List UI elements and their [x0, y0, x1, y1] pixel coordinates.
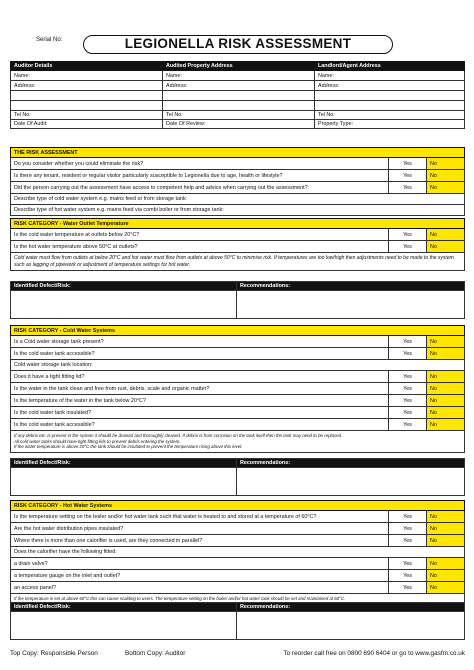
defect-field[interactable] [11, 291, 237, 319]
yes-option[interactable]: Yes [389, 419, 427, 431]
reorder-text: To reorder call free on 0800 690 6404 or go to www.gasfm.co.uk [283, 650, 465, 657]
yes-option[interactable]: Yes [388, 170, 426, 182]
no-option[interactable]: No [426, 170, 464, 182]
no-option[interactable]: No [426, 241, 464, 253]
no-option[interactable]: No [427, 395, 465, 407]
cold-note-line: All cold water tanks should have tight fitting lids to prevent debris entering the system. [14, 438, 181, 444]
recommendations-field[interactable] [237, 291, 465, 319]
risk-assessment-section [10, 147, 465, 216]
defect-box-2 [10, 458, 465, 496]
recommendations-label: Recommendations: [237, 282, 465, 291]
yes-option[interactable]: Yes [388, 158, 426, 170]
defect-box-3 [10, 602, 465, 640]
question-row: Is the cold water temperature at outlets below 20°C? [11, 229, 389, 241]
question-row: Where there is more than one calorifier is used, are they connected in parallel? [11, 535, 389, 547]
outlet-note: Cold water must flow from outlets at below 20°C and hot water must flow from outlets at above 50°C to minimise risk. If temperatures are too low/high then adjustments need to be made to the system such as lagging of pipework or adjustment of temperature settings for hot water. [11, 253, 465, 271]
no-option[interactable]: No [427, 535, 465, 547]
top-copy-label: Top Copy: Responsible Person [10, 650, 98, 657]
cold-note-line: If the water temperature is above 20°C the tank should be insulated to prevent the temperature rising above this level. [14, 444, 243, 450]
cold-water-title: RISK CATEGORY - Cold Water Systems [11, 326, 465, 336]
defect-label: Identified Defect/Risk: [11, 459, 237, 468]
no-option[interactable]: No [427, 348, 465, 360]
yes-option[interactable]: Yes [389, 570, 427, 582]
risk-assessment-title: THE RISK ASSESSMENT [11, 148, 465, 158]
auditor-tel-field[interactable]: Tel No: [11, 111, 163, 120]
date-of-audit-field[interactable]: Date Of Audit: [11, 120, 163, 129]
defect-box-1 [10, 281, 465, 319]
no-option[interactable]: No [426, 182, 464, 194]
cold-note-line: If any debris etc. is present in the system it should be drained and thoroughly cleaned. If debris is from corrosion on the tank itself then the tank may need to be replaced. [14, 433, 343, 438]
defect-field[interactable] [11, 468, 237, 496]
landlord-address-line[interactable] [315, 91, 465, 101]
defect-label: Identified Defect/Risk: [11, 282, 237, 291]
cold-system-description[interactable]: Describe type of cold water system e.g. mains feed or from storage tank: [11, 194, 465, 205]
question-row: Is the water in the tank clean and free from rust, debris, scale and organic matter? [11, 383, 389, 395]
yes-option[interactable]: Yes [389, 535, 427, 547]
property-address-line[interactable] [163, 91, 315, 101]
landlord-address-field[interactable]: Address: [315, 81, 465, 91]
yes-option[interactable]: Yes [388, 241, 426, 253]
bottom-copy-label: Bottom Copy: Auditor [125, 650, 186, 657]
auditor-address-field[interactable]: Address: [11, 81, 163, 91]
question-row: Does it have a tight fitting lid? [11, 371, 389, 383]
hot-water-note: If the temperature is set at above 60°C this can cause scalding to users. The temperature setting on the boiler and/or hot water tank should be set and maintained at 60°C. [11, 594, 465, 606]
hot-water-section [10, 500, 465, 606]
yes-option[interactable]: Yes [388, 182, 426, 194]
no-option[interactable]: No [427, 336, 465, 348]
yes-option[interactable]: Yes [389, 348, 427, 360]
no-option[interactable]: No [427, 511, 465, 523]
cold-water-note [11, 431, 465, 453]
recommendations-field[interactable] [237, 468, 465, 496]
yes-option[interactable]: Yes [389, 523, 427, 535]
question-row: Is there any tenant, resident or regular visitor particularly susceptible to Legionella due to age, health or lifestyle? [11, 170, 389, 182]
cold-water-section [10, 325, 465, 453]
yes-option[interactable]: Yes [388, 229, 426, 241]
yes-option[interactable]: Yes [389, 371, 427, 383]
question-row: a drain valve? [11, 558, 389, 570]
auditor-details-header: Auditor Details [11, 62, 163, 71]
no-option[interactable]: No [427, 371, 465, 383]
yes-option[interactable]: Yes [389, 582, 427, 594]
question-row: Is the hot water temperature above 50°C at outlets? [11, 241, 389, 253]
no-option[interactable]: No [427, 523, 465, 535]
question-row: Is the cold water tank accessible? [11, 348, 389, 360]
question-row: a temperature gauge on the inlet and outlet? [11, 570, 389, 582]
yes-option[interactable]: Yes [389, 511, 427, 523]
recommendations-label: Recommendations: [237, 603, 465, 612]
question-row: Is the temperature of the water in the tank below 20°C? [11, 395, 389, 407]
date-of-review-field[interactable]: Date Of Review: [163, 120, 315, 129]
no-option[interactable]: No [427, 558, 465, 570]
no-option[interactable]: No [427, 582, 465, 594]
yes-option[interactable]: Yes [389, 407, 427, 419]
yes-option[interactable]: Yes [389, 336, 427, 348]
hot-system-description[interactable]: Describe type of hot water system e.g. mains feed via combi boiler or from storage tank: [11, 205, 465, 216]
property-type-field[interactable]: Property Type: [315, 120, 465, 129]
yes-option[interactable]: Yes [389, 558, 427, 570]
no-option[interactable]: No [427, 407, 465, 419]
no-option[interactable]: No [426, 229, 464, 241]
hot-water-title: RISK CATEGORY - Hot Water Systems [11, 501, 465, 511]
defect-label: Identified Defect/Risk: [11, 603, 237, 612]
recommendations-field[interactable] [237, 612, 465, 640]
tank-location-field[interactable]: Cold water storage tank location: [11, 360, 465, 371]
details-section [10, 61, 465, 129]
no-option[interactable]: No [427, 419, 465, 431]
recommendations-label: Recommendations: [237, 459, 465, 468]
question-row: an access panel? [11, 582, 389, 594]
yes-option[interactable]: Yes [389, 383, 427, 395]
property-name-field[interactable]: Name: [163, 71, 315, 81]
calorifier-label: Does the calorifier have the following fitted: [11, 547, 465, 558]
question-row: Did the person carrying out the assessment have access to competent help and advice when carrying out the assessment? [11, 182, 389, 194]
property-address-header: Audited Property Address [163, 62, 315, 71]
question-row: Is the temperature setting on the boiler and/or hot water tank such that water is heated to and stored at a temperature of 60°C? [11, 511, 389, 523]
property-tel-field[interactable]: Tel No: [163, 111, 315, 120]
auditor-address-line[interactable] [11, 91, 163, 101]
landlord-address-header: Landlord/Agent Address [315, 62, 465, 71]
question-row: Are the hot water distribution pipes insulated? [11, 523, 389, 535]
question-row: Is a Cold water storage tank present? [11, 336, 389, 348]
question-row: Is the cold water tank insulated? [11, 407, 389, 419]
landlord-name-field[interactable]: Name: [315, 71, 465, 81]
property-address-line[interactable] [163, 101, 315, 111]
auditor-address-line[interactable] [11, 101, 163, 111]
landlord-address-line[interactable] [315, 101, 465, 111]
landlord-tel-field[interactable]: Tel No: [315, 111, 465, 120]
defect-field[interactable] [11, 612, 237, 640]
no-option[interactable]: No [426, 158, 464, 170]
property-address-field[interactable]: Address: [163, 81, 315, 91]
no-option[interactable]: No [427, 570, 465, 582]
no-option[interactable]: No [427, 383, 465, 395]
outlet-temperature-title: RISK CATEGORY - Water Outlet Temperature [11, 219, 465, 229]
outlet-temperature-section [10, 218, 465, 271]
page-title: LEGIONELLA RISK ASSESSMENT [83, 35, 393, 54]
serial-label: Serial No: [36, 37, 63, 43]
question-row: Do you consider whether you could eliminate the risk? [11, 158, 389, 170]
yes-option[interactable]: Yes [389, 395, 427, 407]
question-row: Is the cold water tank accessible? [11, 419, 389, 431]
auditor-name-field[interactable]: Name: [11, 71, 163, 81]
